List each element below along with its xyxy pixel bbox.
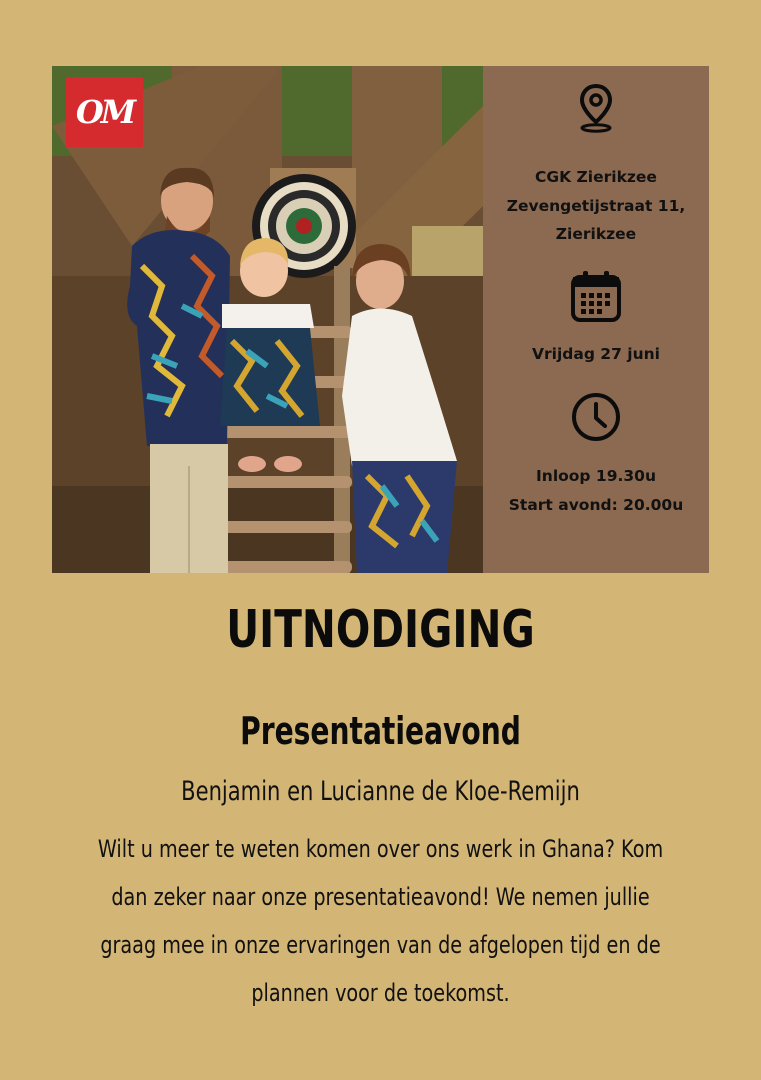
start-time: Start avond: 20.00u (508, 496, 684, 514)
invitation-title: UITNODIGING (226, 600, 535, 660)
clock-icon (570, 391, 622, 443)
event-date: Vrijdag 27 juni (532, 345, 660, 363)
location-line-2: Zevengetijstraat 11, (506, 197, 686, 215)
walk-in-time: Inloop 19.30u (536, 467, 656, 485)
event-subtitle: Presentatieavond (240, 709, 521, 753)
location-pin-icon (578, 82, 614, 134)
invitation-body (0, 825, 761, 1017)
body-line-4: plannen voor de toekomst. (251, 979, 510, 1007)
event-info-panel (483, 66, 709, 573)
body-line-2: dan zeker naar onze presentatieavond! We nemen jullie (111, 883, 650, 911)
body-line-1: Wilt u meer te weten komen over ons werk in Ghana? Kom (97, 835, 664, 863)
logo-text: OM (75, 93, 134, 131)
location-line-3: Zierikzee (555, 225, 637, 243)
body-line-3: graag mee in onze ervaringen van de afgelopen tijd en de (100, 931, 661, 959)
location-line-1: CGK Zierikzee (535, 168, 657, 186)
calendar-icon (570, 269, 622, 323)
hosts-names: Benjamin en Lucianne de Kloe-Remijn (181, 776, 580, 807)
om-logo (66, 77, 143, 147)
